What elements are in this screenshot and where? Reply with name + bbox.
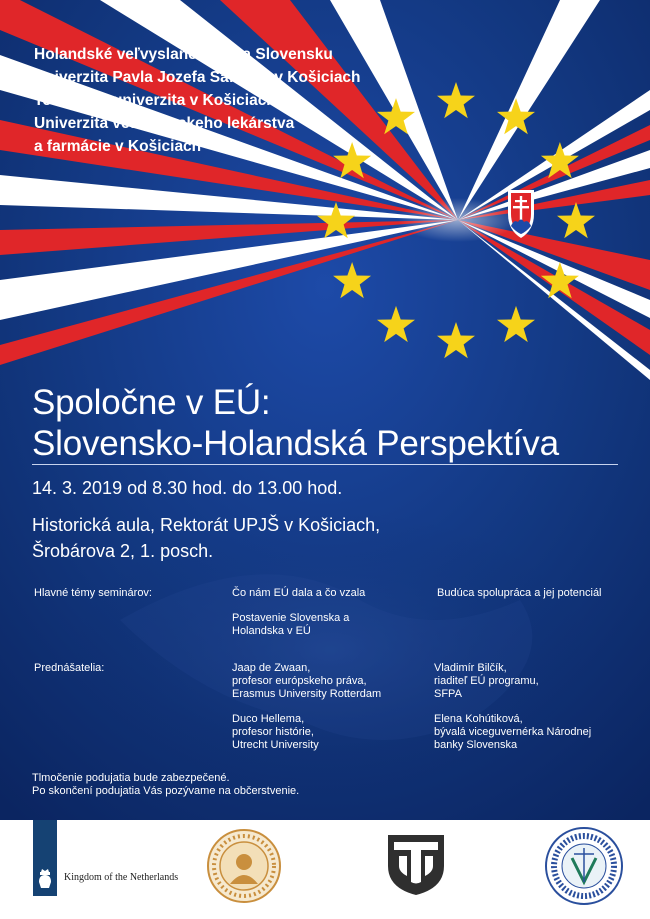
notes: [32, 772, 299, 798]
netherlands-logo-bar: [33, 820, 57, 896]
topic-item-line: Postavenie Slovenska a: [232, 612, 350, 624]
speaker-name: Vladimír Bilčík,: [434, 662, 507, 674]
speaker-entry: [232, 662, 381, 701]
topics-label: Hlavné témy seminárov:: [34, 587, 152, 599]
organizers-list: [34, 43, 361, 158]
speaker-name: Elena Kohútiková,: [434, 713, 523, 725]
title-line-1: Spoločne v EÚ:: [32, 383, 271, 422]
speaker-name: Jaap de Zwaan,: [232, 662, 311, 674]
topic-item-line: Holandska v EÚ: [232, 625, 311, 637]
organizer-line: Univerzita veterinárskeho lekárstva: [34, 115, 295, 132]
topic-item: Čo nám EÚ dala a čo vzala: [232, 587, 366, 599]
title-divider: [32, 464, 618, 465]
event-title: [32, 382, 559, 464]
speaker-entry: [434, 713, 591, 752]
speaker-role: riaditeľ EÚ programu,: [434, 675, 539, 687]
event-venue: [32, 512, 380, 564]
speaker-affiliation: Utrecht University: [232, 739, 319, 751]
topic-item: [232, 612, 349, 638]
venue-line-2: Šrobárova 2, 1. posch.: [32, 541, 214, 561]
speaker-role: profesor histórie,: [232, 726, 314, 738]
organizer-line: Technická univerzita v Košiciach: [34, 92, 276, 109]
venue-line-1: Historická aula, Rektorát UPJŠ v Košiciach,: [32, 515, 381, 535]
speaker-entry: [232, 713, 319, 752]
organizer-line: a farmácie v Košiciach: [34, 138, 202, 155]
speaker-name: Duco Hellema,: [232, 713, 305, 725]
organizer-line: Univerzita Pavla Jozefa Šafárika v Košiciach: [34, 69, 361, 86]
note-line: Tlmočenie podujatia bude zabezpečené.: [32, 772, 230, 784]
topic-item: Budúca spolupráca a jej potenciál: [437, 587, 602, 599]
organizer-line: Holandské veľvyslanectvo na Slovensku: [34, 46, 333, 63]
speaker-affiliation: Erasmus University Rotterdam: [232, 688, 382, 700]
uvlf-seal-logo: [544, 826, 624, 906]
note-line: Po skončení podujatia Vás pozývame na občerstvenie.: [32, 785, 300, 797]
speaker-role: profesor európskeho práva,: [232, 675, 367, 687]
speaker-affiliation: SFPA: [434, 688, 462, 700]
speaker-affiliation: banky Slovenska: [434, 739, 518, 751]
footer-logos: [0, 820, 650, 919]
netherlands-label: Kingdom of the Netherlands: [64, 872, 179, 883]
upjs-seal-logo: [206, 828, 282, 904]
dutch-lion-emblem-icon: [33, 820, 57, 896]
speaker-entry: [434, 662, 539, 701]
speaker-role: bývalá viceguvernérka Národnej: [434, 726, 592, 738]
tuke-logo: [385, 832, 447, 898]
title-line-2: Slovensko-Holandská Perspektíva: [32, 424, 559, 463]
speakers-label: Prednášatelia:: [34, 662, 105, 674]
event-date-time: 14. 3. 2019 od 8.30 hod. do 13.00 hod.: [32, 478, 343, 498]
